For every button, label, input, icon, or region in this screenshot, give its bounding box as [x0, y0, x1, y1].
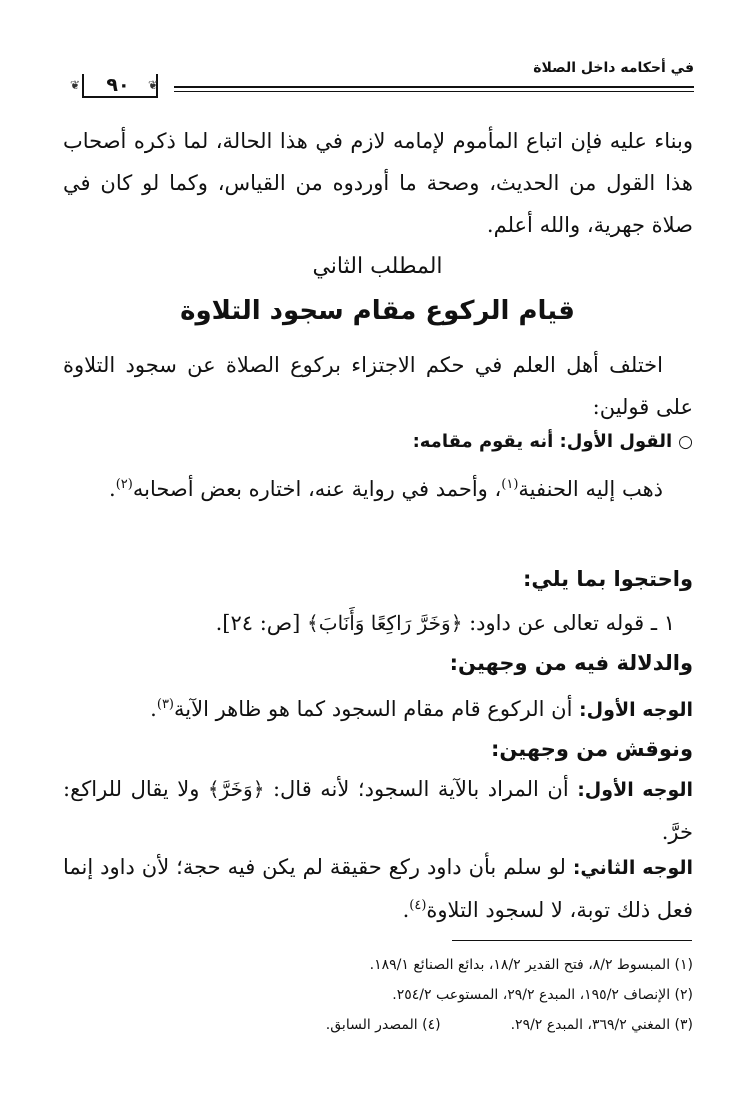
footnotes: [63, 950, 693, 1040]
footnote-ref-3: (٣): [156, 697, 174, 712]
footnote-separator: [452, 940, 692, 941]
rebuttal-2-end: .: [402, 898, 410, 922]
first-opinion-heading: [63, 424, 693, 460]
footnote-1: (١) المبسوط ٨/٢، فتح القدير ١٨/٢، بدائع الصنائع ١٨٩/١.: [369, 957, 693, 973]
header-rule-thick: [174, 86, 694, 88]
running-title: في أحكامه داخل الصلاة: [533, 60, 694, 76]
rebuttal-1-label: الوجه الأول:: [568, 779, 694, 801]
rebuttal-2-text: لو سلم بأن داود ركع حقيقة لم يكن فيه حجة؛ لأن داود إنما فعل ذلك توبة، لا لسجود التلاوة: [63, 855, 693, 922]
ornament-left-icon: ❦: [70, 78, 81, 92]
section-title: قيام الركوع مقام سجود التلاوة: [180, 296, 575, 326]
discussed-heading: ونوقش من وجهين:: [491, 737, 693, 761]
footnote-3: (٣) المغني ٣٦٩/٢، المبدع ٢٩/٢.: [510, 1017, 693, 1033]
rebuttal-2-label: الوجه الثاني:: [565, 857, 693, 879]
argued-heading: واحتجوا بما يلي:: [522, 567, 693, 591]
aspect-1-end: .: [150, 697, 157, 721]
footnote-ref-1: (١): [501, 477, 519, 492]
aspect-1: [63, 688, 693, 731]
page-number-frame: [68, 72, 168, 96]
rebuttal-1-text-b: ولا يقال للراكع: خرَّ.: [63, 777, 693, 844]
page-number: ٩٠: [106, 74, 130, 96]
section-label: المطلب الثاني: [312, 254, 443, 279]
p3-part-c: .: [109, 477, 116, 501]
two-aspects-heading: والدلالة فيه من وجهين:: [449, 651, 693, 675]
page-header: [68, 58, 694, 102]
footnote-ref-4: (٤): [409, 898, 427, 913]
evidence-1: [63, 602, 693, 644]
paragraph-intro: اختلف أهل العلم في حكم الاجتزاء بركوع الصلاة عن سجود التلاوة على قولين:: [63, 353, 693, 419]
first-opinion-text: القول الأول: أنه يقوم مقامه:: [412, 431, 673, 452]
p3-part-b: ، وأحمد في رواية عنه، اختاره بعض أصحابه: [132, 477, 502, 501]
footnote-2: (٢) الإنصاف ١٩٥/٢، المبدع ٢٩/٢، المستوعب ٢٥٤/٢.: [392, 987, 693, 1003]
footnote-ref-2: (٢): [115, 477, 133, 492]
footnote-row-3: [63, 1010, 693, 1040]
ornament-right-icon: ❦: [148, 78, 159, 92]
p3-part-a: ذهب إليه الحنفية: [518, 477, 663, 501]
quran-word: ﴿وَخَرَّ﴾: [207, 777, 265, 801]
rebuttal-2: [63, 846, 693, 931]
footnote-4: (٤) المصدر السابق.: [325, 1017, 441, 1033]
paragraph-hanafi: [63, 468, 693, 510]
aspect-1-text: أن الركوع قام مقام السجود كما هو ظاهر الآية: [174, 697, 573, 721]
evidence-1-text: ١ ـ قوله تعالى عن داود:: [462, 611, 675, 635]
rebuttal-1-text-a: أن المراد بالآية السجود؛ لأنه قال:: [264, 777, 569, 801]
paragraph-conclusion: وبناء عليه فإن اتباع المأموم لإمامه لازم في هذا الحالة، لما ذكره أصحاب هذا القول من الحديث، وصحة ما أوردوه من القياس، وكما لو كان في صلاة جهرية، والله أعلم.: [63, 129, 693, 237]
evidence-1-ref: [ص: ٢٤].: [215, 611, 308, 635]
header-rule-thin: [174, 91, 694, 92]
rebuttal-1: [63, 768, 693, 853]
circle-bullet-icon: ○: [678, 432, 693, 452]
aspect-1-label: الوجه الأول:: [572, 699, 693, 721]
quran-verse: ﴿وَخَرَّ رَاكِعًا وَأَنَابَ﴾: [307, 611, 463, 635]
